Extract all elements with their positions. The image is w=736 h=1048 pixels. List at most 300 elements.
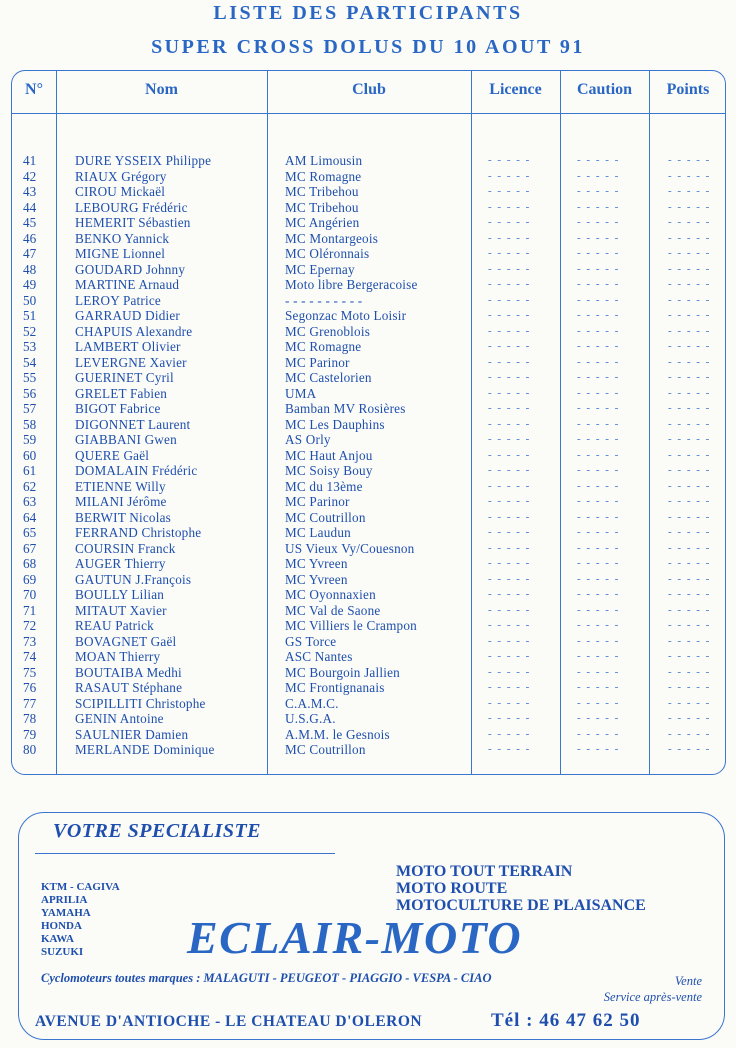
- licence-blank: - - - - -: [488, 386, 531, 399]
- participant-club: MC Epernay: [285, 261, 355, 277]
- participant-club: MC Montargeois: [285, 230, 379, 246]
- participant-name: DOMALAIN Frédéric: [75, 463, 198, 478]
- ad-heading-rule: [35, 853, 335, 854]
- row-number: 56: [23, 385, 37, 401]
- licence-blank: - - - - -: [488, 619, 531, 631]
- participant-club: MC Parinor: [285, 494, 350, 509]
- table-row: [12, 184, 725, 200]
- table-row: [12, 246, 725, 262]
- participant-club: Bamban MV Rosières: [285, 401, 406, 416]
- points-blank: - - - - -: [668, 495, 711, 507]
- row-number: 68: [23, 556, 37, 571]
- table-row: [12, 200, 725, 216]
- caution-blank: - - - - -: [577, 712, 620, 724]
- participant-name: RASAUT Stéphane: [75, 680, 183, 695]
- caution-blank: - - - - -: [577, 216, 620, 228]
- row-number: 41: [23, 153, 37, 168]
- points-blank: - - - - -: [668, 386, 711, 399]
- participant-name: FERRAND Christophe: [75, 525, 202, 540]
- points-blank: - - - - -: [668, 681, 711, 693]
- caution-blank: - - - - -: [577, 355, 620, 368]
- column-header-club: Club: [352, 81, 386, 98]
- participant-name: RIAUX Grégory: [75, 168, 167, 184]
- table-row: [12, 153, 725, 169]
- licence-blank: - - - - -: [488, 495, 531, 507]
- participant-name: CHAPUIS Alexandre: [75, 323, 193, 339]
- brand-item: HONDA: [41, 920, 82, 932]
- row-number: 64: [23, 509, 37, 525]
- licence-blank: - - - - -: [488, 557, 531, 569]
- participant-name: BOVAGNET Gaël: [75, 633, 177, 649]
- participant-club: U.S.G.A.: [285, 711, 336, 726]
- participant-name: CIROU Mickaël: [75, 184, 166, 199]
- table-row: [12, 339, 725, 355]
- participant-club: MC Castelorien: [285, 370, 372, 385]
- participant-club: MC Frontignanais: [285, 680, 385, 695]
- caution-blank: - - - - -: [577, 572, 620, 585]
- participant-club: MC Oléronnais: [285, 246, 370, 261]
- points-blank: - - - - -: [668, 262, 711, 275]
- licence-blank: - - - - -: [488, 262, 531, 275]
- table-row: [12, 742, 725, 758]
- participant-name: LAMBERT Olivier: [75, 339, 181, 354]
- row-number: 70: [23, 587, 37, 602]
- row-number: 51: [23, 308, 37, 323]
- points-blank: - - - - -: [668, 417, 711, 430]
- licence-blank: - - - - -: [488, 541, 531, 554]
- licence-blank: - - - - -: [488, 634, 531, 647]
- table-row: [12, 680, 725, 696]
- row-number: 44: [23, 199, 37, 215]
- brand-item: APRILIA: [41, 894, 88, 906]
- table-row: [12, 525, 725, 541]
- column-header-name: Nom: [145, 81, 178, 98]
- table-row: [12, 556, 725, 572]
- table-row: [12, 494, 725, 510]
- participant-name: GOUDARD Johnny: [75, 261, 186, 277]
- licence-blank: - - - - -: [488, 340, 531, 352]
- licence-blank: - - - - -: [488, 681, 531, 693]
- table-row: [12, 572, 725, 588]
- table-row: [12, 463, 725, 479]
- points-blank: - - - - -: [668, 588, 711, 600]
- licence-blank: - - - - -: [488, 696, 531, 709]
- caution-blank: - - - - -: [577, 696, 620, 709]
- table-row: [12, 711, 725, 727]
- participant-name: MITAUT Xavier: [75, 602, 167, 618]
- caution-blank: - - - - -: [577, 526, 620, 538]
- advertisement-box: [18, 812, 725, 1040]
- licence-blank: - - - - -: [488, 402, 531, 414]
- caution-blank: - - - - -: [577, 495, 620, 507]
- row-number: 76: [23, 680, 37, 695]
- participant-name: GIABBANI Gwen: [75, 432, 177, 447]
- brand-item: SUZUKI: [41, 946, 84, 958]
- points-blank: - - - - -: [668, 309, 711, 321]
- participant-name: COURSIN Franck: [75, 540, 176, 556]
- participant-club: AM Limousin: [285, 153, 363, 168]
- participant-name: MARTINE Arnaud: [75, 277, 180, 292]
- shop-address: AVENUE D'ANTIOCHE - LE CHATEAU D'OLERON: [35, 1013, 423, 1030]
- caution-blank: - - - - -: [577, 557, 620, 569]
- points-blank: - - - - -: [668, 433, 711, 445]
- table-row: [12, 308, 725, 324]
- licence-blank: - - - - -: [488, 727, 531, 740]
- table-row: [12, 510, 725, 526]
- licence-blank: - - - - -: [488, 588, 531, 600]
- participant-name: BIGOT Fabrice: [75, 401, 161, 416]
- participant-club: Segonzac Moto Loisir: [285, 308, 407, 323]
- sales-note: [604, 973, 702, 1005]
- participant-club: MC Angérien: [285, 215, 360, 230]
- participant-club: MC Romagne: [285, 168, 362, 184]
- caution-blank: - - - - -: [577, 665, 620, 678]
- table-row: [12, 169, 725, 185]
- participant-club: MC Villiers le Crampon: [285, 618, 417, 633]
- row-number: 63: [23, 494, 37, 509]
- row-number: 46: [23, 230, 37, 246]
- participant-club: MC Oyonnaxien: [285, 587, 376, 602]
- column-header-points: Points: [666, 81, 710, 98]
- licence-blank: - - - - -: [488, 355, 531, 368]
- participant-club: UMA: [285, 385, 317, 401]
- column-header-caution: Caution: [576, 81, 633, 98]
- participant-club: MC Coutrillon: [285, 742, 366, 757]
- page-title: LISTE DES PARTICIPANTS: [213, 2, 523, 24]
- participant-club: Moto libre Bergeracoise: [285, 277, 418, 292]
- table-row: [12, 262, 725, 278]
- points-blank: - - - - -: [668, 634, 711, 647]
- sales-label: Vente: [674, 974, 702, 988]
- row-number: 50: [23, 292, 37, 308]
- points-blank: - - - - -: [668, 557, 711, 569]
- table-row: [12, 215, 725, 231]
- licence-blank: - - - - -: [488, 324, 531, 337]
- participant-name: GRELET Fabien: [75, 385, 168, 401]
- table-row: [12, 587, 725, 603]
- row-number: 59: [23, 432, 37, 447]
- service-list: [396, 863, 646, 914]
- participant-club: MC Grenoblois: [285, 323, 371, 339]
- licence-blank: - - - - -: [488, 712, 531, 724]
- participant-name: AUGER Thierry: [75, 556, 166, 571]
- licence-blank: - - - - -: [488, 154, 531, 166]
- table-row: [12, 727, 725, 743]
- row-number: 65: [23, 525, 37, 540]
- row-number: 61: [23, 463, 37, 478]
- licence-blank: - - - - -: [488, 309, 531, 321]
- participant-name: HEMERIT Sébastien: [75, 215, 191, 230]
- participant-club: ASC Nantes: [285, 649, 353, 664]
- row-number: 58: [23, 416, 37, 432]
- table-row: [12, 370, 725, 386]
- brand-list: [41, 881, 120, 959]
- points-blank: - - - - -: [668, 231, 711, 244]
- participant-club: MC Val de Saone: [285, 602, 381, 618]
- caution-blank: - - - - -: [577, 293, 620, 306]
- points-blank: - - - - -: [668, 371, 711, 383]
- caution-blank: - - - - -: [577, 681, 620, 693]
- participant-rows: [12, 153, 725, 758]
- caution-blank: - - - - -: [577, 634, 620, 647]
- caution-blank: - - - - -: [577, 324, 620, 337]
- participant-name: BOUTAIBA Medhi: [75, 664, 182, 680]
- shop-phone: Tél : 46 47 62 50: [491, 1010, 641, 1031]
- table-row: [12, 432, 725, 448]
- participant-club: MC Laudun: [285, 525, 351, 540]
- licence-blank: - - - - -: [488, 433, 531, 445]
- caution-blank: - - - - -: [577, 309, 620, 321]
- caution-blank: - - - - -: [577, 278, 620, 290]
- caution-blank: - - - - -: [577, 402, 620, 414]
- table-row: [12, 618, 725, 634]
- row-number: 47: [23, 246, 37, 261]
- caution-blank: - - - - -: [577, 448, 620, 461]
- points-blank: - - - - -: [668, 355, 711, 368]
- caution-blank: - - - - -: [577, 479, 620, 492]
- licence-blank: - - - - -: [488, 185, 531, 197]
- row-number: 67: [23, 540, 37, 556]
- participant-club: MC Haut Anjou: [285, 447, 373, 463]
- licence-blank: - - - - -: [488, 464, 531, 476]
- row-number: 80: [23, 742, 37, 757]
- row-number: 45: [23, 215, 37, 230]
- table-row: [12, 417, 725, 433]
- participant-club: MC Parinor: [285, 354, 350, 370]
- row-number: 43: [23, 184, 37, 199]
- row-number: 74: [23, 649, 37, 664]
- caution-blank: - - - - -: [577, 340, 620, 352]
- table-row: [12, 386, 725, 402]
- participant-name: GAUTUN J.François: [75, 571, 192, 587]
- licence-blank: - - - - -: [488, 526, 531, 538]
- caution-blank: - - - - -: [577, 619, 620, 631]
- licence-blank: - - - - -: [488, 216, 531, 228]
- points-blank: - - - - -: [668, 572, 711, 585]
- points-blank: - - - - -: [668, 603, 711, 616]
- row-number: 57: [23, 401, 37, 416]
- table-row: [12, 293, 725, 309]
- participants-table: [11, 70, 726, 775]
- licence-blank: - - - - -: [488, 231, 531, 244]
- points-blank: - - - - -: [668, 324, 711, 337]
- participant-name: QUERE Gaël: [75, 447, 150, 463]
- points-blank: - - - - -: [668, 650, 711, 662]
- participant-name: SAULNIER Damien: [75, 726, 189, 742]
- licence-blank: - - - - -: [488, 743, 531, 755]
- service-item: MOTO TOUT TERRAIN: [396, 863, 573, 880]
- licence-blank: - - - - -: [488, 417, 531, 430]
- licence-blank: - - - - -: [488, 572, 531, 585]
- points-blank: - - - - -: [668, 541, 711, 554]
- participant-name: GARRAUD Didier: [75, 308, 180, 323]
- table-row: [12, 231, 725, 247]
- table-row: [12, 479, 725, 495]
- brand-item: KAWA: [41, 933, 75, 945]
- points-blank: - - - - -: [668, 696, 711, 709]
- caution-blank: - - - - -: [577, 262, 620, 275]
- points-blank: - - - - -: [668, 169, 711, 182]
- table-row: [12, 355, 725, 371]
- row-number: 62: [23, 478, 37, 494]
- row-number: 78: [23, 711, 37, 726]
- row-number: 73: [23, 633, 37, 649]
- licence-blank: - - - - -: [488, 200, 531, 213]
- points-blank: - - - - -: [668, 200, 711, 213]
- participant-club: MC Yvreen: [285, 556, 348, 571]
- participant-name: LEROY Patrice: [75, 292, 161, 308]
- participant-name: GENIN Antoine: [75, 711, 164, 726]
- participant-club: MC Les Dauphins: [285, 416, 385, 432]
- participant-name: MILANI Jérôme: [75, 494, 167, 509]
- licence-blank: - - - - -: [488, 650, 531, 662]
- points-blank: - - - - -: [668, 154, 711, 166]
- ad-heading: VOTRE SPECIALISTE: [53, 820, 262, 842]
- service-item: MOTO ROUTE: [396, 880, 508, 897]
- licence-blank: - - - - -: [488, 479, 531, 492]
- caution-blank: - - - - -: [577, 417, 620, 430]
- participant-name: DIGONNET Laurent: [75, 416, 191, 432]
- points-blank: - - - - -: [668, 743, 711, 755]
- table-row: [12, 277, 725, 293]
- row-number: 55: [23, 370, 37, 385]
- points-blank: - - - - -: [668, 216, 711, 228]
- table-row: [12, 401, 725, 417]
- participant-club: - - - - - - - - - -: [285, 292, 363, 308]
- points-blank: - - - - -: [668, 464, 711, 476]
- caution-blank: - - - - -: [577, 231, 620, 244]
- participant-name: MOAN Thierry: [75, 649, 161, 664]
- points-blank: - - - - -: [668, 247, 711, 259]
- points-blank: - - - - -: [668, 510, 711, 523]
- brand-item: YAMAHA: [41, 907, 91, 919]
- points-blank: - - - - -: [668, 479, 711, 492]
- participant-name: BERWIT Nicolas: [75, 509, 171, 525]
- caution-blank: - - - - -: [577, 650, 620, 662]
- caution-blank: - - - - -: [577, 386, 620, 399]
- table-row: [12, 448, 725, 464]
- participant-name: MIGNE Lionnel: [75, 246, 166, 261]
- page-subtitle: SUPER CROSS DOLUS DU 10 AOUT 91: [151, 36, 585, 58]
- row-number: 75: [23, 664, 37, 680]
- caution-blank: - - - - -: [577, 371, 620, 383]
- points-blank: - - - - -: [668, 185, 711, 197]
- participant-name: DURE YSSEIX Philippe: [75, 153, 212, 168]
- participant-club: MC Tribehou: [285, 184, 359, 199]
- caution-blank: - - - - -: [577, 603, 620, 616]
- participant-club: MC Romagne: [285, 339, 362, 354]
- caution-blank: - - - - -: [577, 588, 620, 600]
- licence-blank: - - - - -: [488, 278, 531, 290]
- row-number: 49: [23, 277, 37, 292]
- caution-blank: - - - - -: [577, 433, 620, 445]
- caution-blank: - - - - -: [577, 169, 620, 182]
- brand-item: KTM - CAGIVA: [41, 881, 120, 893]
- participant-club: MC Tribehou: [285, 199, 359, 215]
- service-item: MOTOCULTURE DE PLAISANCE: [396, 897, 646, 914]
- participant-club: MC Soisy Bouy: [285, 463, 373, 478]
- participant-club: AS Orly: [285, 432, 331, 447]
- participant-club: MC du 13ème: [285, 478, 363, 494]
- row-number: 53: [23, 339, 37, 354]
- caution-blank: - - - - -: [577, 185, 620, 197]
- shop-logo: ECLAIR-MOTO: [187, 912, 523, 963]
- points-blank: - - - - -: [668, 293, 711, 306]
- points-blank: - - - - -: [668, 712, 711, 724]
- row-number: 71: [23, 602, 37, 618]
- participant-name: MERLANDE Dominique: [75, 742, 215, 757]
- participant-club: C.A.M.C.: [285, 695, 339, 711]
- caution-blank: - - - - -: [577, 743, 620, 755]
- participant-club: MC Coutrillon: [285, 509, 366, 525]
- participant-name: BOULLY Lilian: [75, 587, 165, 602]
- caution-blank: - - - - -: [577, 510, 620, 523]
- caution-blank: - - - - -: [577, 247, 620, 259]
- points-blank: - - - - -: [668, 340, 711, 352]
- table-row: [12, 324, 725, 340]
- caution-blank: - - - - -: [577, 464, 620, 476]
- participant-name: LEVERGNE Xavier: [75, 354, 187, 370]
- participant-name: ETIENNE Willy: [75, 478, 166, 494]
- participant-name: BENKO Yannick: [75, 230, 170, 246]
- participant-name: SCIPILLITI Christophe: [75, 695, 206, 711]
- table-row: [12, 665, 725, 681]
- participant-name: GUERINET Cyril: [75, 370, 174, 385]
- points-blank: - - - - -: [668, 526, 711, 538]
- row-number: 69: [23, 571, 37, 587]
- points-blank: - - - - -: [668, 278, 711, 290]
- row-number: 52: [23, 323, 37, 339]
- table-row: [12, 541, 725, 557]
- after-sales-label: Service après-vente: [603, 990, 702, 1004]
- column-header-licence: Licence: [489, 81, 542, 98]
- row-number: 79: [23, 726, 37, 742]
- caution-blank: - - - - -: [577, 727, 620, 740]
- table-row: [12, 634, 725, 650]
- participant-club: MC Bourgoin Jallien: [285, 664, 400, 680]
- participant-club: US Vieux Vy/Couesnon: [285, 540, 415, 556]
- participant-club: A.M.M. le Gesnois: [285, 726, 390, 742]
- participant-club: GS Torce: [285, 633, 337, 649]
- participant-name: LEBOURG Frédéric: [75, 199, 188, 215]
- licence-blank: - - - - -: [488, 247, 531, 259]
- column-header-num: N°: [25, 81, 43, 98]
- licence-blank: - - - - -: [488, 665, 531, 678]
- row-number: 54: [23, 354, 37, 370]
- points-blank: - - - - -: [668, 402, 711, 414]
- points-blank: - - - - -: [668, 665, 711, 678]
- licence-blank: - - - - -: [488, 371, 531, 383]
- header-divider: [12, 113, 725, 114]
- table-row: [12, 696, 725, 712]
- licence-blank: - - - - -: [488, 603, 531, 616]
- table-row: [12, 603, 725, 619]
- row-number: 42: [23, 168, 37, 184]
- moped-brands-line: Cyclomoteurs toutes marques : MALAGUTI - PEUGEOT - PIAGGIO - VESPA - CIAO: [41, 971, 492, 985]
- caution-blank: - - - - -: [577, 541, 620, 554]
- licence-blank: - - - - -: [488, 448, 531, 461]
- caution-blank: - - - - -: [577, 200, 620, 213]
- points-blank: - - - - -: [668, 619, 711, 631]
- row-number: 60: [23, 447, 37, 463]
- row-number: 48: [23, 261, 37, 277]
- caution-blank: - - - - -: [577, 154, 620, 166]
- participant-name: REAU Patrick: [75, 618, 154, 633]
- licence-blank: - - - - -: [488, 510, 531, 523]
- row-number: 72: [23, 618, 37, 633]
- licence-blank: - - - - -: [488, 169, 531, 182]
- row-number: 77: [23, 695, 37, 711]
